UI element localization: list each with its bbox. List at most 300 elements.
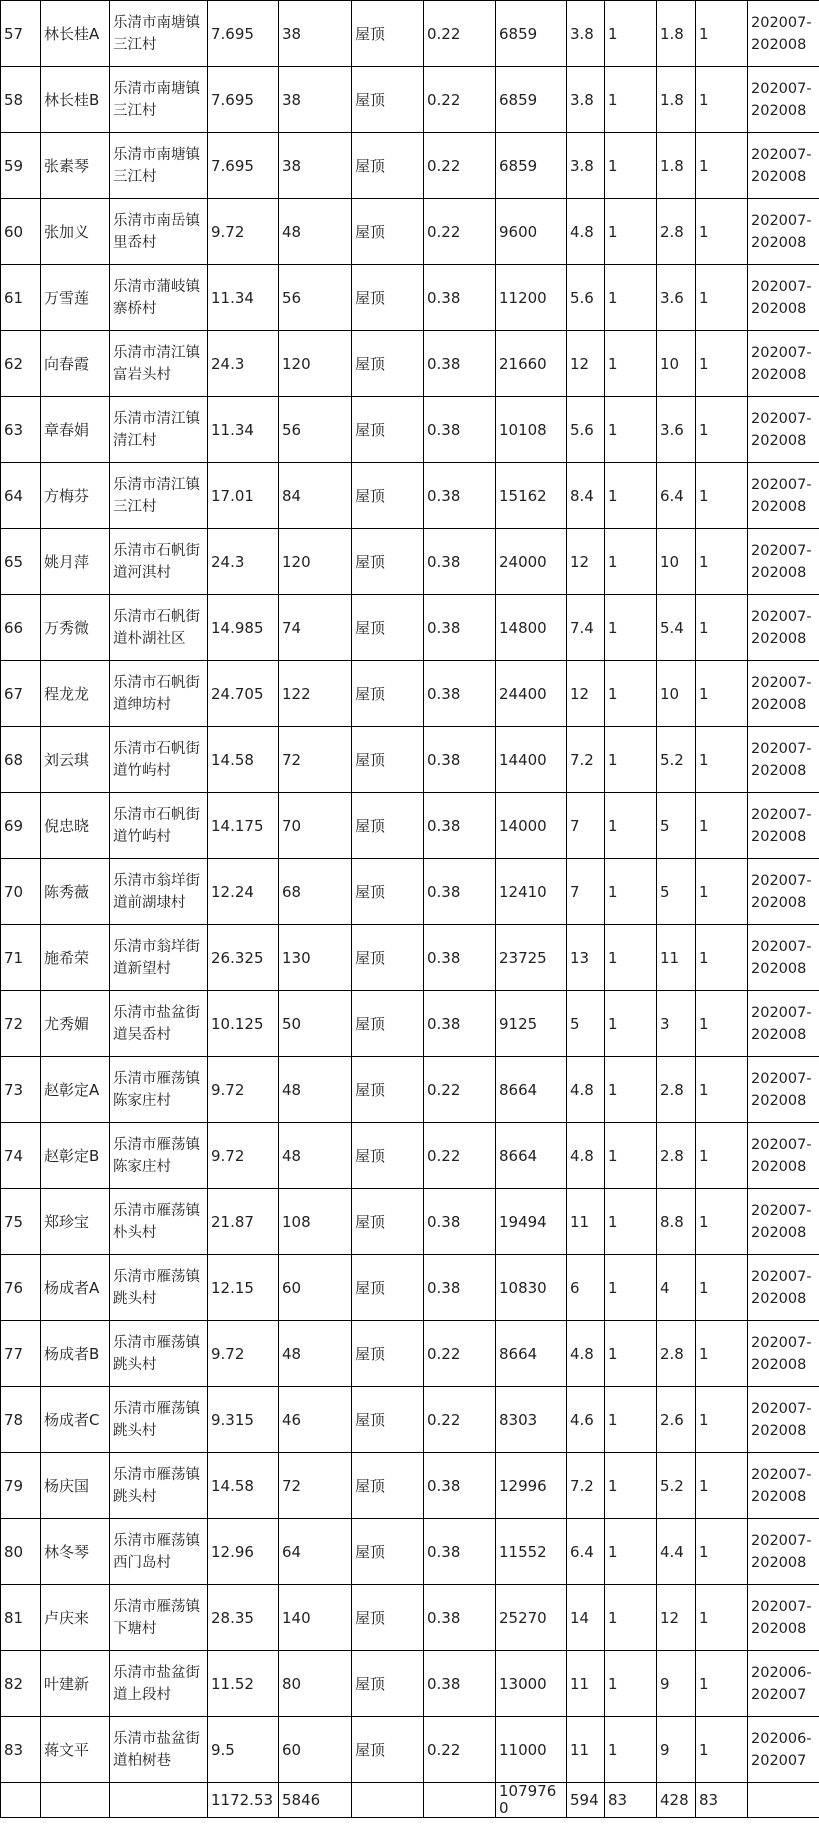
cell-price: 0.22 (424, 1717, 496, 1783)
cell-price: 0.38 (424, 595, 496, 661)
cell-v3: 10 (657, 331, 696, 397)
cell-v3: 10 (657, 529, 696, 595)
cell-period: 202006-202007 (748, 1651, 819, 1717)
cell-v2: 1 (605, 661, 657, 727)
table-row (1, 595, 819, 661)
cell-v3: 1.8 (657, 133, 696, 199)
cell-v2: 1 (605, 1651, 657, 1717)
table-row (1, 1651, 819, 1717)
cell-period: 202007-202008 (748, 67, 819, 133)
total-period (748, 1783, 819, 1818)
cell-type: 屋顶 (352, 925, 424, 991)
cell-period: 202007-202008 (748, 529, 819, 595)
cell-panels: 72 (279, 1453, 352, 1519)
table-row (1, 1123, 819, 1189)
cell-v3: 5 (657, 859, 696, 925)
cell-v2: 1 (605, 1, 657, 67)
cell-v4: 1 (696, 397, 748, 463)
table-row (1, 1717, 819, 1783)
cell-name: 万秀微 (41, 595, 110, 661)
cell-v2: 1 (605, 1123, 657, 1189)
cell-v3: 10 (657, 661, 696, 727)
cell-type: 屋顶 (352, 1717, 424, 1783)
cell-name: 方梅芬 (41, 463, 110, 529)
cell-type: 屋顶 (352, 1189, 424, 1255)
cell-v4: 1 (696, 925, 748, 991)
cell-type: 屋顶 (352, 661, 424, 727)
cell-v3: 5 (657, 793, 696, 859)
cell-period: 202007-202008 (748, 265, 819, 331)
cell-amount: 14800 (496, 595, 567, 661)
cell-panels: 48 (279, 1123, 352, 1189)
cell-v3: 2.8 (657, 1321, 696, 1387)
cell-address: 乐清市石帆街道绅坊村 (110, 661, 208, 727)
cell-type: 屋顶 (352, 331, 424, 397)
cell-capacity: 26.325 (208, 925, 279, 991)
cell-name: 向春霞 (41, 331, 110, 397)
cell-amount: 6859 (496, 67, 567, 133)
table-row (1, 331, 819, 397)
cell-capacity: 24.3 (208, 331, 279, 397)
cell-v3: 1.8 (657, 1, 696, 67)
table-row (1, 463, 819, 529)
cell-name: 卢庆来 (41, 1585, 110, 1651)
cell-period: 202007-202008 (748, 925, 819, 991)
cell-address: 乐清市石帆街道竹屿村 (110, 793, 208, 859)
total-v1: 594 (567, 1783, 605, 1818)
cell-name: 姚月萍 (41, 529, 110, 595)
cell-period: 202007-202008 (748, 1585, 819, 1651)
cell-panels: 60 (279, 1717, 352, 1783)
cell-capacity: 7.695 (208, 133, 279, 199)
cell-v3: 12 (657, 1585, 696, 1651)
cell-v4: 1 (696, 1387, 748, 1453)
cell-period: 202006-202007 (748, 1717, 819, 1783)
cell-no: 75 (1, 1189, 41, 1255)
cell-no: 59 (1, 133, 41, 199)
cell-price: 0.38 (424, 529, 496, 595)
cell-name: 张加义 (41, 199, 110, 265)
cell-capacity: 14.58 (208, 727, 279, 793)
cell-period: 202007-202008 (748, 397, 819, 463)
total-type (352, 1783, 424, 1818)
cell-v1: 14 (567, 1585, 605, 1651)
cell-period: 202007-202008 (748, 793, 819, 859)
cell-price: 0.38 (424, 793, 496, 859)
cell-name: 郑珍宝 (41, 1189, 110, 1255)
cell-no: 58 (1, 67, 41, 133)
cell-address: 乐清市雁荡镇西门岛村 (110, 1519, 208, 1585)
cell-price: 0.38 (424, 331, 496, 397)
cell-v4: 1 (696, 1585, 748, 1651)
cell-v1: 12 (567, 331, 605, 397)
cell-v3: 4 (657, 1255, 696, 1321)
cell-type: 屋顶 (352, 529, 424, 595)
cell-period: 202007-202008 (748, 1, 819, 67)
cell-v2: 1 (605, 1717, 657, 1783)
cell-name: 施希荣 (41, 925, 110, 991)
cell-v3: 3.6 (657, 265, 696, 331)
cell-no: 71 (1, 925, 41, 991)
cell-v4: 1 (696, 463, 748, 529)
cell-period: 202007-202008 (748, 991, 819, 1057)
cell-period: 202007-202008 (748, 1123, 819, 1189)
cell-address: 乐清市清江镇富岩头村 (110, 331, 208, 397)
cell-v4: 1 (696, 1321, 748, 1387)
cell-v3: 1.8 (657, 67, 696, 133)
cell-price: 0.38 (424, 1189, 496, 1255)
cell-v4: 1 (696, 331, 748, 397)
cell-no: 77 (1, 1321, 41, 1387)
cell-panels: 70 (279, 793, 352, 859)
cell-v1: 8.4 (567, 463, 605, 529)
cell-v2: 1 (605, 991, 657, 1057)
cell-no: 74 (1, 1123, 41, 1189)
cell-name: 倪忠晓 (41, 793, 110, 859)
cell-no: 65 (1, 529, 41, 595)
table-row (1, 859, 819, 925)
table-row (1, 661, 819, 727)
total-price (424, 1783, 496, 1818)
cell-v4: 1 (696, 265, 748, 331)
cell-address: 乐清市石帆街道河淇村 (110, 529, 208, 595)
cell-no: 63 (1, 397, 41, 463)
cell-type: 屋顶 (352, 1057, 424, 1123)
cell-v3: 2.8 (657, 199, 696, 265)
cell-v1: 7.2 (567, 1453, 605, 1519)
cell-amount: 12996 (496, 1453, 567, 1519)
cell-v4: 1 (696, 991, 748, 1057)
cell-panels: 130 (279, 925, 352, 991)
cell-type: 屋顶 (352, 1585, 424, 1651)
cell-panels: 74 (279, 595, 352, 661)
cell-period: 202007-202008 (748, 1453, 819, 1519)
cell-price: 0.38 (424, 463, 496, 529)
cell-type: 屋顶 (352, 1387, 424, 1453)
table-row (1, 991, 819, 1057)
cell-price: 0.22 (424, 67, 496, 133)
table-row (1, 1, 819, 67)
cell-capacity: 24.3 (208, 529, 279, 595)
cell-name: 程龙龙 (41, 661, 110, 727)
cell-v1: 7.2 (567, 727, 605, 793)
cell-v1: 3.8 (567, 67, 605, 133)
cell-v3: 9 (657, 1651, 696, 1717)
cell-no: 80 (1, 1519, 41, 1585)
cell-panels: 120 (279, 331, 352, 397)
cell-v3: 2.8 (657, 1123, 696, 1189)
cell-v2: 1 (605, 529, 657, 595)
cell-panels: 46 (279, 1387, 352, 1453)
cell-name: 杨庆国 (41, 1453, 110, 1519)
cell-no: 81 (1, 1585, 41, 1651)
cell-period: 202007-202008 (748, 595, 819, 661)
cell-type: 屋顶 (352, 595, 424, 661)
cell-v4: 1 (696, 1123, 748, 1189)
cell-price: 0.38 (424, 1519, 496, 1585)
cell-no: 76 (1, 1255, 41, 1321)
cell-no: 66 (1, 595, 41, 661)
cell-v2: 1 (605, 463, 657, 529)
cell-amount: 14000 (496, 793, 567, 859)
table-row (1, 1255, 819, 1321)
cell-capacity: 17.01 (208, 463, 279, 529)
table-row (1, 397, 819, 463)
cell-name: 林冬琴 (41, 1519, 110, 1585)
cell-no: 78 (1, 1387, 41, 1453)
cell-v2: 1 (605, 265, 657, 331)
cell-amount: 8664 (496, 1123, 567, 1189)
cell-no: 61 (1, 265, 41, 331)
cell-amount: 19494 (496, 1189, 567, 1255)
cell-price: 0.38 (424, 991, 496, 1057)
cell-panels: 50 (279, 991, 352, 1057)
cell-period: 202007-202008 (748, 463, 819, 529)
cell-v2: 1 (605, 331, 657, 397)
cell-amount: 11200 (496, 265, 567, 331)
cell-price: 0.22 (424, 1123, 496, 1189)
cell-price: 0.22 (424, 1, 496, 67)
cell-type: 屋顶 (352, 859, 424, 925)
cell-v3: 5.2 (657, 727, 696, 793)
cell-type: 屋顶 (352, 265, 424, 331)
cell-period: 202007-202008 (748, 1189, 819, 1255)
cell-type: 屋顶 (352, 397, 424, 463)
cell-v1: 11 (567, 1189, 605, 1255)
cell-type: 屋顶 (352, 463, 424, 529)
cell-v3: 2.8 (657, 1057, 696, 1123)
table-row (1, 1189, 819, 1255)
cell-v2: 1 (605, 727, 657, 793)
total-no (1, 1783, 41, 1818)
cell-capacity: 11.34 (208, 397, 279, 463)
cell-capacity: 9.72 (208, 1321, 279, 1387)
cell-period: 202007-202008 (748, 133, 819, 199)
cell-price: 0.38 (424, 1255, 496, 1321)
total-panels: 5846 (279, 1783, 352, 1818)
cell-v2: 1 (605, 1585, 657, 1651)
total-v4: 83 (696, 1783, 748, 1818)
cell-amount: 14400 (496, 727, 567, 793)
cell-price: 0.38 (424, 859, 496, 925)
cell-amount: 13000 (496, 1651, 567, 1717)
table-row (1, 793, 819, 859)
cell-type: 屋顶 (352, 991, 424, 1057)
cell-amount: 12410 (496, 859, 567, 925)
cell-v1: 12 (567, 661, 605, 727)
cell-price: 0.38 (424, 727, 496, 793)
cell-address: 乐清市石帆街道朴湖社区 (110, 595, 208, 661)
cell-v4: 1 (696, 1, 748, 67)
cell-panels: 56 (279, 397, 352, 463)
cell-panels: 140 (279, 1585, 352, 1651)
cell-v1: 11 (567, 1717, 605, 1783)
cell-v3: 5.4 (657, 595, 696, 661)
cell-capacity: 9.72 (208, 1057, 279, 1123)
table-row (1, 1519, 819, 1585)
cell-period: 202007-202008 (748, 331, 819, 397)
cell-v1: 4.8 (567, 1123, 605, 1189)
cell-price: 0.38 (424, 1651, 496, 1717)
cell-address: 乐清市清江镇清江村 (110, 397, 208, 463)
cell-period: 202007-202008 (748, 661, 819, 727)
cell-amount: 8303 (496, 1387, 567, 1453)
table-row (1, 1321, 819, 1387)
cell-capacity: 12.96 (208, 1519, 279, 1585)
cell-address: 乐清市雁荡镇跳头村 (110, 1453, 208, 1519)
cell-v4: 1 (696, 1255, 748, 1321)
cell-v3: 5.2 (657, 1453, 696, 1519)
cell-name: 杨成者B (41, 1321, 110, 1387)
cell-v4: 1 (696, 1189, 748, 1255)
cell-v3: 3.6 (657, 397, 696, 463)
cell-v4: 1 (696, 727, 748, 793)
cell-capacity: 7.695 (208, 67, 279, 133)
cell-address: 乐清市雁荡镇跳头村 (110, 1387, 208, 1453)
cell-address: 乐清市盐盆街道吴岙村 (110, 991, 208, 1057)
cell-name: 张素琴 (41, 133, 110, 199)
cell-period: 202007-202008 (748, 1255, 819, 1321)
cell-address: 乐清市蒲岐镇寨桥村 (110, 265, 208, 331)
cell-v1: 5.6 (567, 397, 605, 463)
cell-v2: 1 (605, 1453, 657, 1519)
cell-address: 乐清市雁荡镇跳头村 (110, 1255, 208, 1321)
cell-type: 屋顶 (352, 199, 424, 265)
table-row (1, 67, 819, 133)
cell-period: 202007-202008 (748, 1057, 819, 1123)
cell-name: 叶建新 (41, 1651, 110, 1717)
cell-v1: 3.8 (567, 133, 605, 199)
cell-v1: 4.6 (567, 1387, 605, 1453)
cell-panels: 38 (279, 133, 352, 199)
cell-address: 乐清市南塘镇三江村 (110, 67, 208, 133)
cell-panels: 72 (279, 727, 352, 793)
cell-v4: 1 (696, 1519, 748, 1585)
cell-amount: 15162 (496, 463, 567, 529)
cell-capacity: 9.72 (208, 199, 279, 265)
cell-v1: 5.6 (567, 265, 605, 331)
cell-amount: 6859 (496, 1, 567, 67)
cell-v4: 1 (696, 859, 748, 925)
cell-capacity: 12.24 (208, 859, 279, 925)
cell-capacity: 21.87 (208, 1189, 279, 1255)
cell-capacity: 14.58 (208, 1453, 279, 1519)
cell-type: 屋顶 (352, 1453, 424, 1519)
cell-price: 0.22 (424, 1321, 496, 1387)
cell-period: 202007-202008 (748, 727, 819, 793)
cell-no: 70 (1, 859, 41, 925)
cell-v1: 7 (567, 793, 605, 859)
cell-address: 乐清市南塘镇三江村 (110, 133, 208, 199)
cell-v2: 1 (605, 925, 657, 991)
cell-type: 屋顶 (352, 1255, 424, 1321)
cell-no: 72 (1, 991, 41, 1057)
cell-no: 69 (1, 793, 41, 859)
cell-panels: 68 (279, 859, 352, 925)
cell-panels: 48 (279, 1321, 352, 1387)
cell-period: 202007-202008 (748, 1387, 819, 1453)
cell-panels: 64 (279, 1519, 352, 1585)
cell-v2: 1 (605, 1255, 657, 1321)
cell-no: 62 (1, 331, 41, 397)
cell-type: 屋顶 (352, 793, 424, 859)
cell-no: 83 (1, 1717, 41, 1783)
cell-type: 屋顶 (352, 1321, 424, 1387)
cell-price: 0.38 (424, 661, 496, 727)
cell-type: 屋顶 (352, 133, 424, 199)
cell-no: 67 (1, 661, 41, 727)
cell-price: 0.22 (424, 1057, 496, 1123)
cell-price: 0.22 (424, 1387, 496, 1453)
cell-v2: 1 (605, 67, 657, 133)
cell-address: 乐清市翁垟街道前湖埭村 (110, 859, 208, 925)
cell-capacity: 24.705 (208, 661, 279, 727)
cell-amount: 23725 (496, 925, 567, 991)
cell-panels: 56 (279, 265, 352, 331)
cell-v1: 3.8 (567, 1, 605, 67)
cell-name: 蒋文平 (41, 1717, 110, 1783)
cell-price: 0.38 (424, 265, 496, 331)
totals-row (1, 1783, 819, 1818)
cell-name: 赵彰定A (41, 1057, 110, 1123)
cell-price: 0.38 (424, 925, 496, 991)
table-row (1, 529, 819, 595)
cell-v3: 9 (657, 1717, 696, 1783)
cell-v2: 1 (605, 1387, 657, 1453)
cell-v3: 11 (657, 925, 696, 991)
table-row (1, 1585, 819, 1651)
cell-capacity: 14.175 (208, 793, 279, 859)
cell-amount: 10830 (496, 1255, 567, 1321)
cell-name: 章春娟 (41, 397, 110, 463)
cell-capacity: 9.315 (208, 1387, 279, 1453)
cell-type: 屋顶 (352, 1123, 424, 1189)
cell-name: 杨成者C (41, 1387, 110, 1453)
cell-address: 乐清市清江镇三江村 (110, 463, 208, 529)
cell-no: 60 (1, 199, 41, 265)
cell-v4: 1 (696, 529, 748, 595)
cell-no: 82 (1, 1651, 41, 1717)
table-row (1, 1057, 819, 1123)
cell-address: 乐清市南塘镇三江村 (110, 1, 208, 67)
cell-v4: 1 (696, 1057, 748, 1123)
cell-period: 202007-202008 (748, 1519, 819, 1585)
cell-address: 乐清市南岳镇里岙村 (110, 199, 208, 265)
cell-v3: 2.6 (657, 1387, 696, 1453)
cell-address: 乐清市盐盆街道上段村 (110, 1651, 208, 1717)
cell-name: 尤秀媚 (41, 991, 110, 1057)
cell-no: 57 (1, 1, 41, 67)
table-body (1, 1, 819, 1783)
cell-amount: 9600 (496, 199, 567, 265)
cell-address: 乐清市翁垟街道新望村 (110, 925, 208, 991)
cell-amount: 24000 (496, 529, 567, 595)
cell-capacity: 12.15 (208, 1255, 279, 1321)
total-amount: 1079760 (496, 1783, 567, 1818)
cell-v1: 4.8 (567, 199, 605, 265)
cell-panels: 80 (279, 1651, 352, 1717)
cell-v4: 1 (696, 133, 748, 199)
cell-amount: 24400 (496, 661, 567, 727)
cell-v4: 1 (696, 199, 748, 265)
cell-amount: 11552 (496, 1519, 567, 1585)
cell-amount: 9125 (496, 991, 567, 1057)
cell-address: 乐清市雁荡镇下塘村 (110, 1585, 208, 1651)
cell-panels: 120 (279, 529, 352, 595)
cell-capacity: 11.34 (208, 265, 279, 331)
cell-panels: 84 (279, 463, 352, 529)
cell-v1: 13 (567, 925, 605, 991)
